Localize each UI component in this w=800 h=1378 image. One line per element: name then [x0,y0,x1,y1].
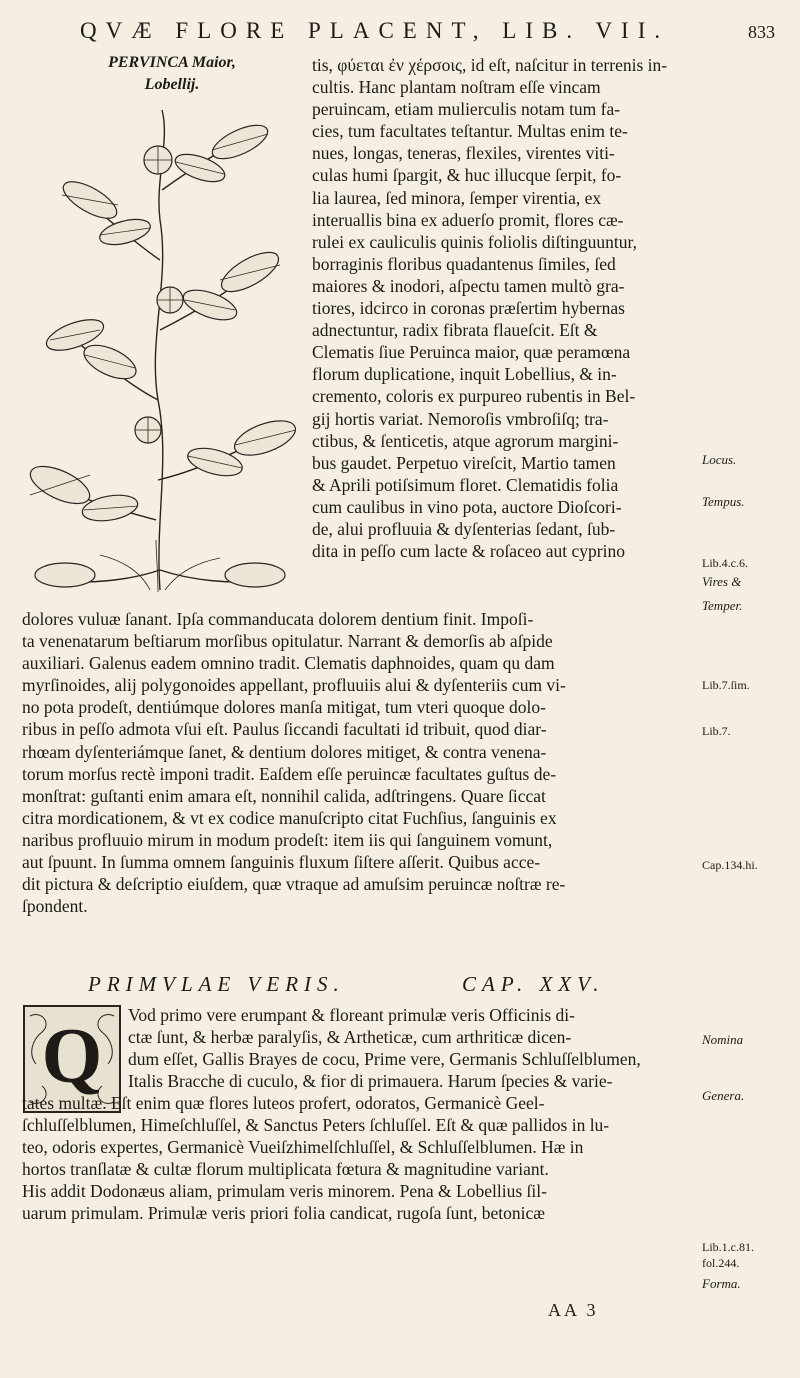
margin-note-forma: Forma. [702,1276,741,1291]
text-line: cultis. Hanc plantam noſtram eſſe vincam [312,77,601,98]
text-line: naribus profluuio mirum in modum prodeſt: item iis qui ſanguinem vomunt, [22,829,553,850]
text-line: aut ſpuunt. In ſumma omnem ſanguinis fluxum ſiſtere aſſerit. Quibus acce- [22,852,541,873]
text-line: dita in peſſo cum lacte & roſaceo aut cyprino [312,541,625,562]
text-line: cies, tum facultates teſtantur. Multas enim te- [312,121,628,142]
text-line: teo, odoris expertes, Germanicè Vueiſzhimelſchluſſel, & Schluſſelblumen. Hæ in [22,1137,584,1158]
text-line: nues, longas, teneras, flexiles, virentes viti- [312,143,615,164]
text-line: Clematis ſiue Peruinca maior, quæ peramœna [312,342,631,363]
text-line: monſtrat: guſtanti enim amara eſt, nonnihil calida, adſtringens. Quare ſiccat [22,785,546,806]
text-line: auxiliari. Galenus eadem omnino tradit. Clematis daphnoides, quam qu dam [22,653,555,674]
plant-title [62,52,282,96]
text-line: borraginis floribus quadantenus ſimiles, ſed [312,253,616,274]
text-line: tiores, idcirco in coronas præſertim hybernas [312,298,625,319]
text-line: ſpondent. [22,896,88,917]
text-line: tates multæ. Eſt enim quæ flores luteos profert, odoratos, Germanicè Geel- [22,1093,545,1113]
text-line: rulei ex cauliculis quinis foliolis diſtinguuntur, [312,231,637,252]
text-line: dit pictura & deſcriptio eiuſdem, quæ vtraque ad amuſsim peruincæ noſtræ re- [22,874,566,895]
text-line: cum caulibus in vino pota, auctore Dioſcori- [312,496,622,517]
margin-note-vires: Vires & [702,574,742,589]
signature-mark: AA 3 [548,1300,599,1320]
chapter-text-full [22,1092,609,1225]
text-line: interuallis bina ex aduerſo promit, flores cæ- [312,209,624,230]
margin-note-temper: Temper. [702,598,743,613]
text-line: hortos tranſlatæ & cultæ florum multiplicata fœtura & magnitudine variant. [22,1159,549,1180]
text-line: tis, φύεται ἐν χέρσοις, id eſt, naſcitur in terrenis in- [312,55,668,75]
margin-note-lib7: Lib.7. [702,724,731,738]
chapter-title: PRIMVLAE VERIS. [88,972,345,996]
page-number: 833 [748,22,775,42]
text-line: culas humi ſpargit, & huc illucque ſerpit, fo- [312,165,622,186]
text-line: Italis Bracche di cuculo, & fior di primauera. Harum ſpecies & varie- [128,1071,613,1092]
initial-letter: Q [41,1012,103,1099]
text-line: myrſinoides, alij polygonoides appellant, profluuiis alui & dyſenteriis cum vi- [22,675,566,696]
plant-title-line-1: PERVINCA Maior, [108,54,236,71]
margin-note-lib1: Lib.1.c.81. [702,1240,754,1254]
text-line: Vod primo vere erumpant & floreant primulæ veris Officinis di- [128,1005,575,1025]
text-line: citra mordicationem, & vt ex codice manuſcripto citat Fuchſius, ſanguinis ex [22,807,557,828]
text-line: adnectuntur, radix fibrata flaueſcit. Eſt & [312,320,598,341]
plant-title-line-2: Lobellij. [144,76,200,93]
text-line: ctibus, & ſenticetis, atque agrorum margini- [312,430,619,451]
text-line: dolores vuluæ ſanant. Ipſa commanducata dolorem dentium finit. Impoſi- [22,609,534,629]
text-line: maiores & inodori, aſpectu tamen multò gra- [312,275,625,296]
text-line: bus gaudet. Perpetuo vireſcit, Martio tamen [312,452,616,473]
text-line: ſchluſſelblumen, Himeſchluſſel, & Sanctus Peters ſchluſſel. Eſt & quæ pallidos in lu- [22,1115,610,1136]
margin-note-fol244: fol.244. [702,1256,740,1270]
text-line: florum duplicatione, inquit Lobellius, & in- [312,364,617,385]
margin-note-nomina: Nomina [702,1032,744,1047]
margin-note-locus: Locus. [702,452,737,467]
running-head: QVÆ FLORE PLACENT, LIB. VII. [80,18,670,43]
text-line: dum eſſet, Gallis Brayes de cocu, Prime vere, Germanis Schluſſelblumen, [128,1049,641,1070]
margin-note-genera: Genera. [702,1088,745,1103]
margin-note-lib7fin: Lib.7.ſim. [702,678,750,692]
text-line: gij hortis variat. Nemoroſis vmbroſiſq; tra- [312,408,609,429]
margin-note-tempus: Tempus. [702,494,745,509]
margin-note-cap134: Cap.134.hi. [702,858,758,872]
text-line: peruincam, etiam mulierculis notam tum fa- [312,99,621,120]
chapter-text-indented [128,1004,641,1092]
text-line: de, alui profluuia & dyſenterias ſedant, ſub- [312,518,616,539]
text-line: cremento, coloris ex purpureo rubentis in Bel- [312,386,636,407]
text-line: & Aprili potiſsimum floret. Clematidis folia [312,474,619,495]
text-line: uarum primulam. Primulæ veris priori folia candicat, rugoſa ſunt, betonicæ [22,1203,545,1224]
chapter-number: CAP. XXV. [462,972,605,996]
right-column-text [312,54,667,562]
text-line: rhœam dyſenteriámque ſanet, & dentium dolores mitiget, & contra venena- [22,741,547,762]
text-line: ribus in peſſo admota vſui eſt. Paulus ſiccandi facultati id tribuit, quod diar- [22,719,547,740]
text-line: ctæ ſunt, & herbæ paralyſis, & Artheticæ, cum arthriticæ dicen- [128,1027,572,1048]
full-width-text [22,608,566,917]
text-line: ta venenatarum beſtiarum morſibus opitulatur. Narrant & demorſis ab aſpide [22,631,553,652]
text-line: no pota prodeſt, dentiúmque dolores manſa mitigat, tum vteri quoque dolo- [22,697,546,718]
text-line: His addit Dodonæus aliam, primulam veris minorem. Pena & Lobellius ſil- [22,1181,547,1202]
text-line: lia laurea, ſed minora, ſemper virentia, ex [312,187,602,208]
periwinkle-woodcut-illustration [20,100,300,600]
text-line: torum morſus rectè imponi tradit. Eaſdem eſſe peruincæ facultates guſtus de- [22,763,557,784]
margin-note-lib4: Lib.4.c.6. [702,556,748,570]
